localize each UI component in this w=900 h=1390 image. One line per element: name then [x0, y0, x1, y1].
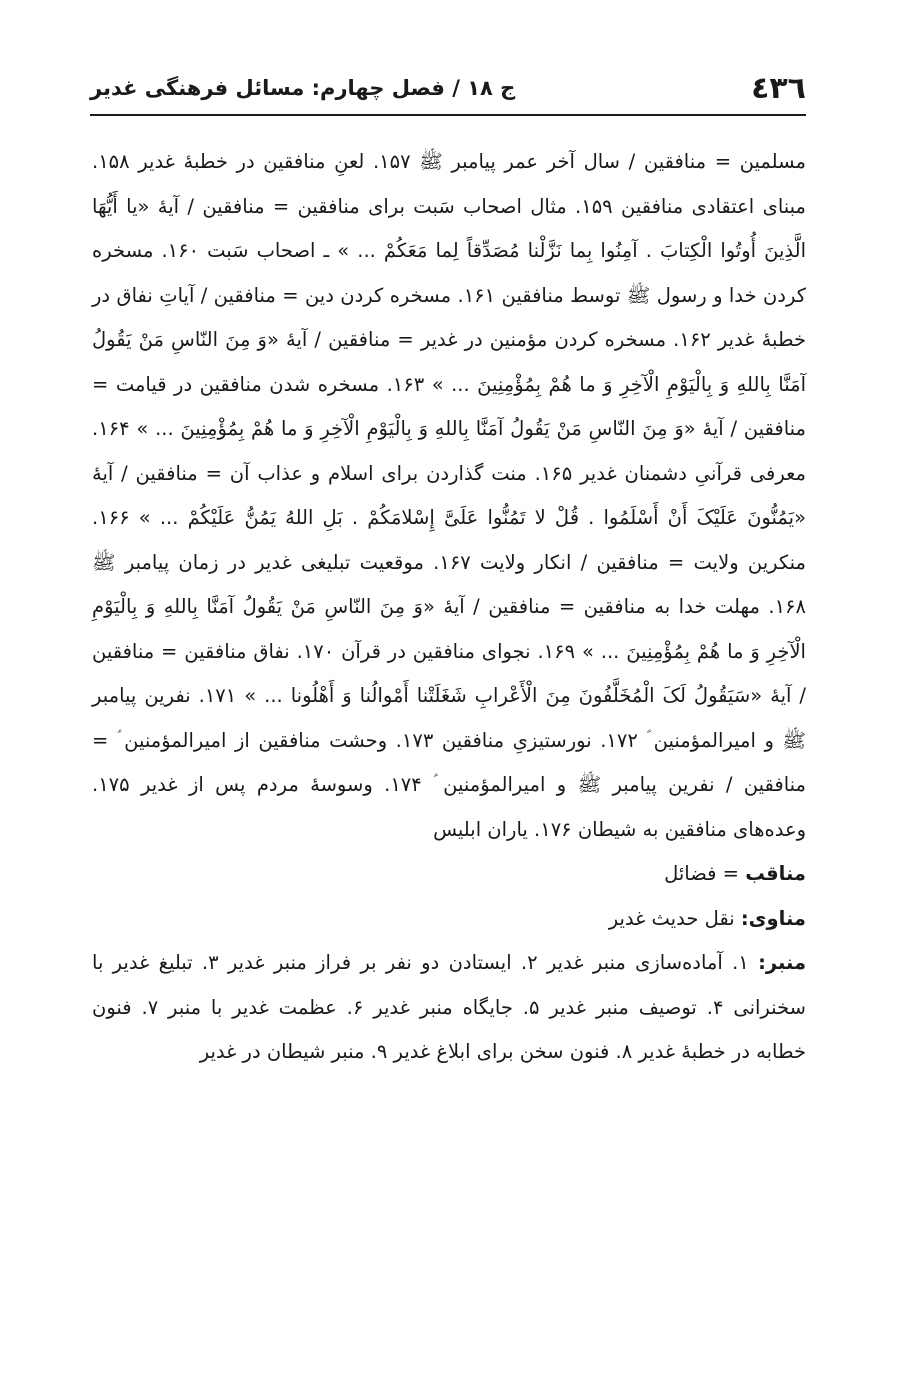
munafiqin-entry-continued: مسلمین = منافقین / سال آخر عمر پیامبر ﷺ ۱۵۷. لعنِ منافقین در خطبۀ غدیر ۱۵۸. مبنای اعتقادی منافقین ۱۵۹. مثال اصحاب سَبت برای منافقین = منافقین / آیۀ «یا أَیُّهَا الَّذِینَ أُوتُوا الْکِتابَ . آمِنُوا بِما نَزَّلْنا مُصَدِّقاً لِما مَعَکُمْ ... » ـ اصحاب سَبت ۱۶۰. مسخره کردن خدا و رسول ﷺ توسط منافقین ۱۶۱. مسخره کردن دین = منافقین / آیاتِ نفاق در خطبۀ غدیر ۱۶۲. مسخره کردن مؤمنین در غدیر = منافقین / آیۀ «وَ مِنَ النّاسِ مَنْ یَقُولُ آمَنَّا بِاللهِ وَ بِالْیَوْمِ الْآخِرِ وَ ما هُمْ بِمُؤْمِنِینَ ... » ۱۶۳. مسخره شدن منافقین در قیامت = منافقین / آیۀ «وَ مِنَ النّاسِ مَنْ یَقُولُ آمَنَّا بِاللهِ وَ بِالْیَوْمِ الْآخِرِ وَ ما هُمْ بِمُؤْمِنِینَ ... » ۱۶۴. معرفی قرآنیِ دشمنان غدیر ۱۶۵. منت گذاردن برای اسلام و عذاب آن = منافقین / آیۀ «یَمُنُّونَ عَلَیْکَ أَنْ أَسْلَمُوا . قُلْ لا تَمُنُّوا عَلَیَّ إِسْلامَکُمْ . بَلِ اللهُ یَمُنُّ عَلَیْکُمْ ... » ۱۶۶. منکرین ولایت = منافقین / انکار ولایت ۱۶۷. موقعیت تبلیغی غدیر در زمان پیامبر ﷺ ۱۶۸. مهلت خدا به منافقین = منافقین / آیۀ «وَ مِنَ النّاسِ مَنْ یَقُولُ آمَنَّا بِاللهِ وَ بِالْیَوْمِ الْآخِرِ وَ ما هُمْ بِمُؤْمِنِینَ ... » ۱۶۹. نجوای منافقین در قرآن ۱۷۰. نفاق منافقین = منافقین / آیۀ «سَیَقُولُ لَکَ الْمُخَلَّفُونَ مِنَ الْأَعْرابِ شَغَلَتْنا أَمْوالُنا وَ أَهْلُونا ... » ۱۷۱. نفرین پیامبر ﷺ و امیرالمؤمنین ؑ ۱۷۲. نورستیزیِ منافقین ۱۷۳. وحشت منافقین از امیرالمؤمنین ؑ = منافقین / نفرین پیامبر ﷺ و امیرالمؤمنین ؑ ۱۷۴. وسوسۀ مردم پس از غدیر ۱۷۵. وعده‌های منافقین به شیطان ۱۷۶. یاران ابلیس: [92, 150, 807, 841]
manawi-entry: [92, 897, 806, 942]
entry-label: مناقب: [745, 862, 806, 885]
entry-text: ۱. آماده‌سازی منبر غدیر ۲. ایستادن دو نفر بر فراز منبر غدیر ۳. تبلیغ غدیر با سخنرانی ۴. توصیف منبر غدیر ۵. جایگاه منبر غدیر ۶. عظمت غدیر با منبر ۷. فنون خطابه در خطبۀ غدیر ۸. فنون سخن برای ابلاغ غدیر ۹. منبر شیطان در غدیر: [92, 951, 806, 1063]
header-rule: [90, 114, 806, 116]
entry-label: مناوی:: [740, 906, 806, 930]
page-body: [92, 140, 806, 1075]
entry-label: منبر:: [758, 951, 807, 974]
manaqib-entry: [92, 852, 806, 897]
page-number: ٤٣٦: [751, 70, 806, 106]
minbar-entry: [92, 941, 806, 1075]
entry-text: نقل حدیث غدیر: [608, 906, 741, 930]
entry-text: = فضائل: [664, 862, 746, 885]
running-head: ج ۱۸ / فصل چهارم: مسائل فرهنگی غدیر: [90, 76, 516, 100]
page-header: [90, 66, 806, 110]
